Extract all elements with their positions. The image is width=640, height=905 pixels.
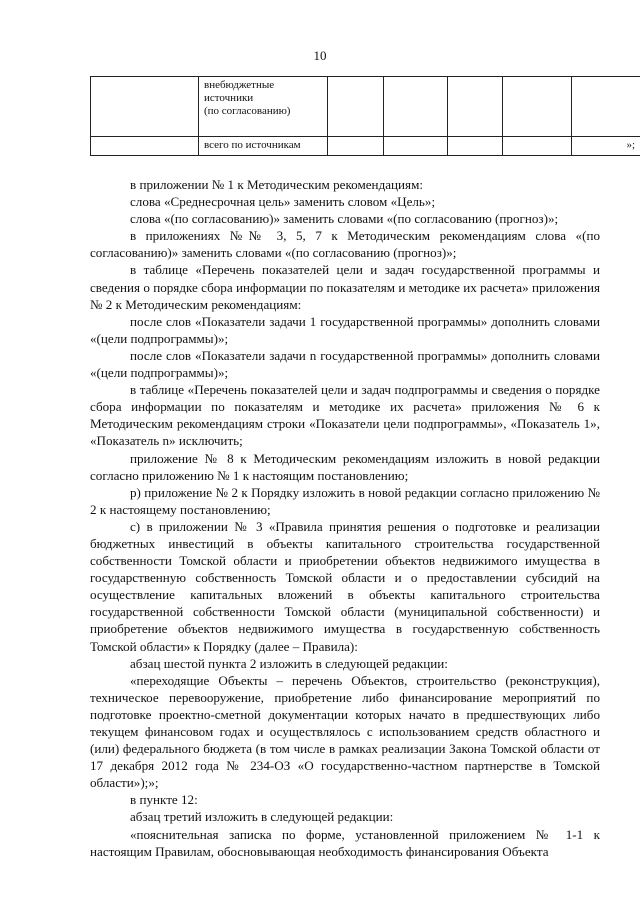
paragraph: р) приложение № 2 к Порядку изложить в новой редакции согласно приложению № 2 к настоящему постановлению; bbox=[90, 484, 600, 517]
table-cell-label bbox=[199, 77, 328, 137]
paragraph: «пояснительная записка по форме, установленной приложением № 1-1 к настоящим Правилам, обосновывающая необходимость финансирования Объекта bbox=[90, 826, 600, 859]
table-cell bbox=[503, 137, 572, 156]
table-cell bbox=[448, 77, 503, 137]
table-end-mark: »; bbox=[572, 137, 640, 156]
paragraph: слова «(по согласованию)» заменить словами «(по согласованию (прогноз)»; bbox=[130, 211, 559, 227]
paragraph: с) в приложении № 3 «Правила принятия решения о подготовке и реализации бюджетных инвестиций в объекты капитального строительства государственной собственности Томской области и приобретении объектов недвижимого имущества в государственную собственность Томской области и о предоставлении субсидий на осуществление капитальных вложений в объекты капитального строительства государственной собственности Томской области (муниципальной собственности) и приобретение объектов недвижимого имущества в государственную собственность Томской области» к Порядку (далее – Правила): bbox=[90, 518, 600, 654]
table-cell bbox=[328, 137, 384, 156]
table-cell bbox=[328, 77, 384, 137]
continuation-table bbox=[90, 76, 640, 156]
document-body bbox=[90, 176, 600, 860]
paragraph: в таблице «Перечень показателей цели и задач подпрограммы и сведения о порядке сбора информации по показателям и методике их расчета» приложения № 6 к Методическим рекомендациям строки «Показатели цели подпрограммы», «Показатель 1», «Показатель n» исключить; bbox=[90, 382, 600, 449]
paragraph: в приложении № 1 к Методическим рекомендациям: bbox=[130, 177, 423, 192]
table-row bbox=[91, 77, 640, 137]
table-row bbox=[91, 137, 640, 156]
table-cell bbox=[572, 77, 640, 137]
paragraph: «переходящие Объекты – перечень Объектов, строительство (реконструкция), техническое перевооружение, приобретение либо финансирование мероприятий по подготовке проектно-сметной документации которых начато в предшествующих либо текущем финансовом годах и осуществлялось с использованием средств областного и (или) федерального бюджета (в том числе в рамках реализации Закона Томской области от 17 декабря 2012 года № 234-ОЗ «О государственно-частном партнерстве в Томской области»);»; bbox=[90, 672, 600, 791]
table-cell bbox=[503, 77, 572, 137]
paragraph: после слов «Показатели задачи 1 государственной программы» дополнить словами «(цели подпрограммы)»; bbox=[90, 313, 600, 346]
label-line: источники bbox=[204, 92, 254, 104]
table-cell bbox=[91, 77, 199, 137]
table-cell-label bbox=[199, 137, 328, 156]
label-line: всего по источникам bbox=[204, 139, 301, 151]
page-number: 10 bbox=[313, 48, 327, 63]
paragraph: абзац третий изложить в следующей редакции: bbox=[130, 809, 394, 825]
paragraph: в приложениях №№ 3, 5, 7 к Методическим рекомендациям слова «(по согласованию)» заменить словами «(по согласованию (прогноз)»; bbox=[90, 228, 600, 261]
paragraph: слова «Среднесрочная цель» заменить словом «Цель»; bbox=[130, 194, 436, 210]
paragraph: после слов «Показатели задачи n государственной программы» дополнить словами «(цели подпрограммы)»; bbox=[90, 347, 600, 381]
paragraph: абзац шестой пункта 2 изложить в следующей редакции: bbox=[130, 655, 448, 671]
table-cell bbox=[384, 77, 448, 137]
label-line: внебюджетные bbox=[204, 79, 275, 91]
table-cell bbox=[384, 137, 448, 156]
label-line: (по согласованию) bbox=[204, 105, 291, 117]
table-cell bbox=[91, 137, 199, 156]
paragraph: в таблице «Перечень показателей цели и задач государственной программы и сведения о порядке сбора информации по показателям и методике их расчета» приложения № 2 к Методическим рекомендациям: bbox=[90, 262, 600, 312]
paragraph: приложение № 8 к Методическим рекомендациям изложить в новой редакции согласно приложению № 1 к настоящим постановлению; bbox=[90, 450, 600, 483]
paragraph: в пункте 12: bbox=[130, 792, 198, 808]
table-cell bbox=[448, 137, 503, 156]
